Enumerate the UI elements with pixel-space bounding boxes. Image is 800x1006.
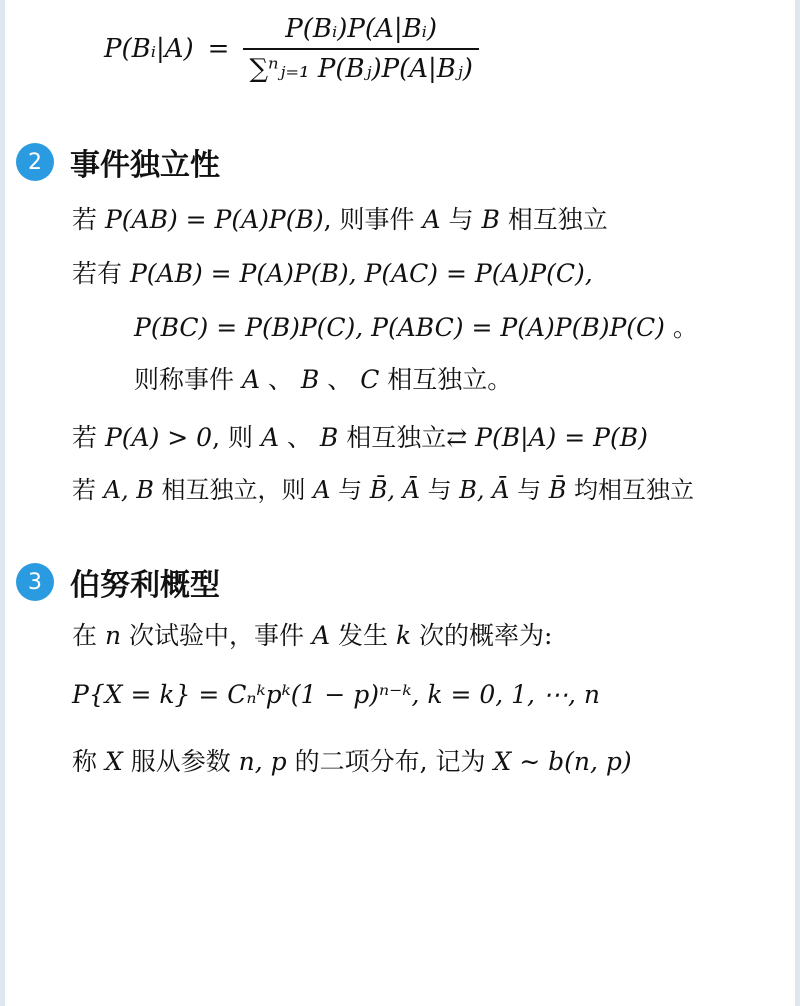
bayes-fraction [243, 14, 478, 84]
section-number-badge: 3 [16, 563, 54, 601]
math-segment: B̄ [548, 476, 567, 504]
text-segment: 与 [440, 205, 482, 234]
text-segment: 相互独立。 [379, 365, 513, 394]
section-title: 事件独立性 [70, 148, 220, 183]
math-segment: B [300, 365, 320, 394]
text-segment: 次试验中，事件 [121, 621, 312, 650]
text-segment: 称 [72, 747, 105, 776]
text-segment: 、 [319, 365, 361, 394]
text-segment: 与 [509, 476, 549, 504]
independence-definition-line [72, 200, 608, 236]
text-segment: 则称事件 [134, 365, 242, 394]
text-segment: 、 [279, 423, 320, 452]
three-events-condition-line-2 [134, 308, 698, 344]
bernoulli-intro-line [72, 616, 552, 652]
math-segment: A [422, 205, 441, 234]
text-segment: 若 [72, 423, 105, 452]
text-segment: , 则事件 [323, 205, 423, 234]
three-events-condition-line-1 [72, 254, 593, 290]
text-segment: 若 [72, 476, 104, 504]
math-segment: B̄, Ā [369, 476, 420, 504]
three-events-conclusion-line [134, 360, 512, 396]
right-border [795, 0, 800, 1006]
text-segment: , 则 [212, 423, 261, 452]
bayes-numerator: P(Bᵢ)P(A|Bᵢ) [285, 14, 438, 44]
bayes-equals: = [207, 34, 230, 64]
math-segment: A, B [103, 476, 154, 504]
math-segment: C [360, 365, 380, 394]
bayes-lhs: P(Bᵢ|A) [104, 34, 194, 64]
math-segment: n [104, 621, 122, 650]
text-segment: 与 [330, 476, 370, 504]
section-number-badge: 2 [16, 143, 54, 181]
math-segment: ⇄ P(B|A) = P(B) [446, 423, 648, 452]
section-heading-independence [16, 140, 220, 184]
math-segment: B, Ā [459, 476, 510, 504]
text-segment: 若 [72, 205, 105, 234]
text-segment: 在 [72, 621, 105, 650]
complement-independence-line [72, 470, 694, 505]
section-heading-bernoulli [16, 560, 220, 604]
text-segment: 相互独立 [499, 205, 608, 234]
math-segment: P(AB) = P(A)P(B) [104, 205, 324, 234]
math-segment: A [260, 423, 279, 452]
math-segment: k [395, 621, 412, 650]
text-segment: 若有 [72, 259, 130, 288]
math-segment: X [104, 747, 123, 776]
text-segment: 与 [419, 476, 460, 504]
binomial-probability-formula [72, 680, 600, 709]
math-segment: A [241, 365, 261, 394]
math-segment: A [311, 621, 331, 650]
text-segment: 服从参数 [122, 747, 239, 776]
bayes-denominator: ∑ⁿⱼ₌₁ P(Bⱼ)P(A|Bⱼ) [249, 54, 473, 84]
text-segment: 。 [664, 313, 698, 342]
section-title: 伯努利概型 [70, 568, 220, 603]
left-border [0, 0, 5, 1006]
conditional-independence-line [72, 418, 648, 454]
binomial-distribution-line [72, 742, 632, 778]
text-segment: 发生 [330, 621, 396, 650]
text-segment: 相互独立 [338, 423, 447, 452]
math-segment: P(A) > 0 [104, 423, 213, 452]
text-segment: 、 [260, 365, 301, 394]
math-segment: n, p [238, 747, 287, 776]
math-segment: A [313, 476, 331, 504]
bayes-formula [104, 14, 479, 84]
math-segment: X ∼ b(n, p) [493, 747, 632, 776]
text-segment: 的二项分布, 记为 [286, 747, 494, 776]
math-segment: B [481, 205, 500, 234]
text-segment: 均相互独立 [566, 476, 695, 504]
text-segment: 次的概率为: [411, 621, 553, 650]
math-segment: P{X = k} = Cₙᵏpᵏ(1 − p)ⁿ⁻ᵏ, k = 0, 1, ⋯, n [72, 680, 600, 709]
text-segment: 相互独立，则 [153, 476, 314, 504]
math-segment: P(BC) = P(B)P(C), P(ABC) = P(A)P(B)P(C) [134, 313, 665, 342]
math-segment: B [319, 423, 339, 452]
math-segment: P(AB) = P(A)P(B), P(AC) = P(A)P(C), [129, 259, 593, 288]
